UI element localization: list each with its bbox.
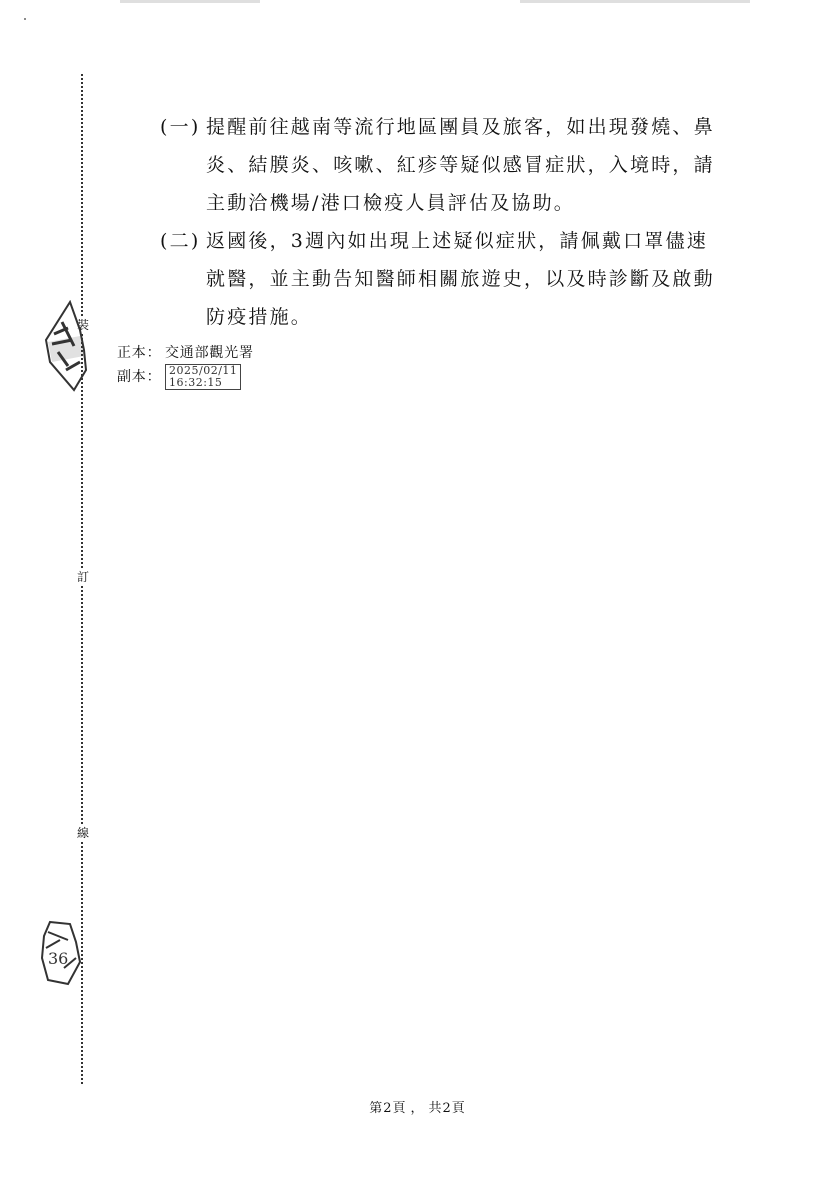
binding-label-zhuang: 裝	[76, 318, 89, 332]
scan-edge-shadow	[520, 0, 750, 3]
seal-number: 36	[48, 949, 69, 968]
seal-stamp-bottom	[40, 918, 82, 988]
page-footer	[0, 1097, 835, 1116]
item-number: (一)	[160, 116, 201, 138]
binding-label-xian: 線	[76, 826, 89, 840]
binding-label-ding: 訂	[76, 570, 89, 584]
item-line: 防疫措施。	[206, 306, 313, 328]
original-recipient-row	[117, 342, 254, 364]
item-line: 返國後，3週內如出現上述疑似症狀，請佩戴口罩儘速	[206, 230, 708, 252]
original-recipient: 交通部觀光署	[165, 345, 254, 361]
copy-recipient-row	[117, 364, 254, 390]
electronic-exchange-stamp	[165, 364, 241, 390]
stamp-date: 2025/02/11	[169, 364, 238, 377]
item-line: 主動洽機場/港口檢疫人員評估及協助。	[206, 192, 576, 214]
copy-label: 副本：	[117, 369, 162, 385]
item-line: 炎、結膜炎、咳嗽、紅疹等疑似感冒症狀，入境時，請	[206, 154, 715, 176]
original-label: 正本：	[117, 345, 162, 361]
seal-stamp-top	[40, 300, 92, 392]
stamp-time: 16:32:15	[169, 376, 223, 389]
distribution-block	[117, 342, 254, 390]
list-item	[160, 108, 730, 222]
footer-separator: ，	[410, 1101, 425, 1116]
scan-edge-shadow	[120, 0, 260, 3]
page-total: 共2頁	[428, 1101, 466, 1116]
document-body	[160, 108, 730, 336]
page-number: 第2頁	[369, 1101, 407, 1116]
list-item	[160, 222, 730, 336]
item-line: 提醒前往越南等流行地區團員及旅客，如出現發燒、鼻	[206, 116, 715, 138]
scan-speck	[24, 18, 26, 20]
item-number: (二)	[160, 230, 201, 252]
item-line: 就醫，並主動告知醫師相關旅遊史，以及時診斷及啟動	[206, 268, 715, 290]
